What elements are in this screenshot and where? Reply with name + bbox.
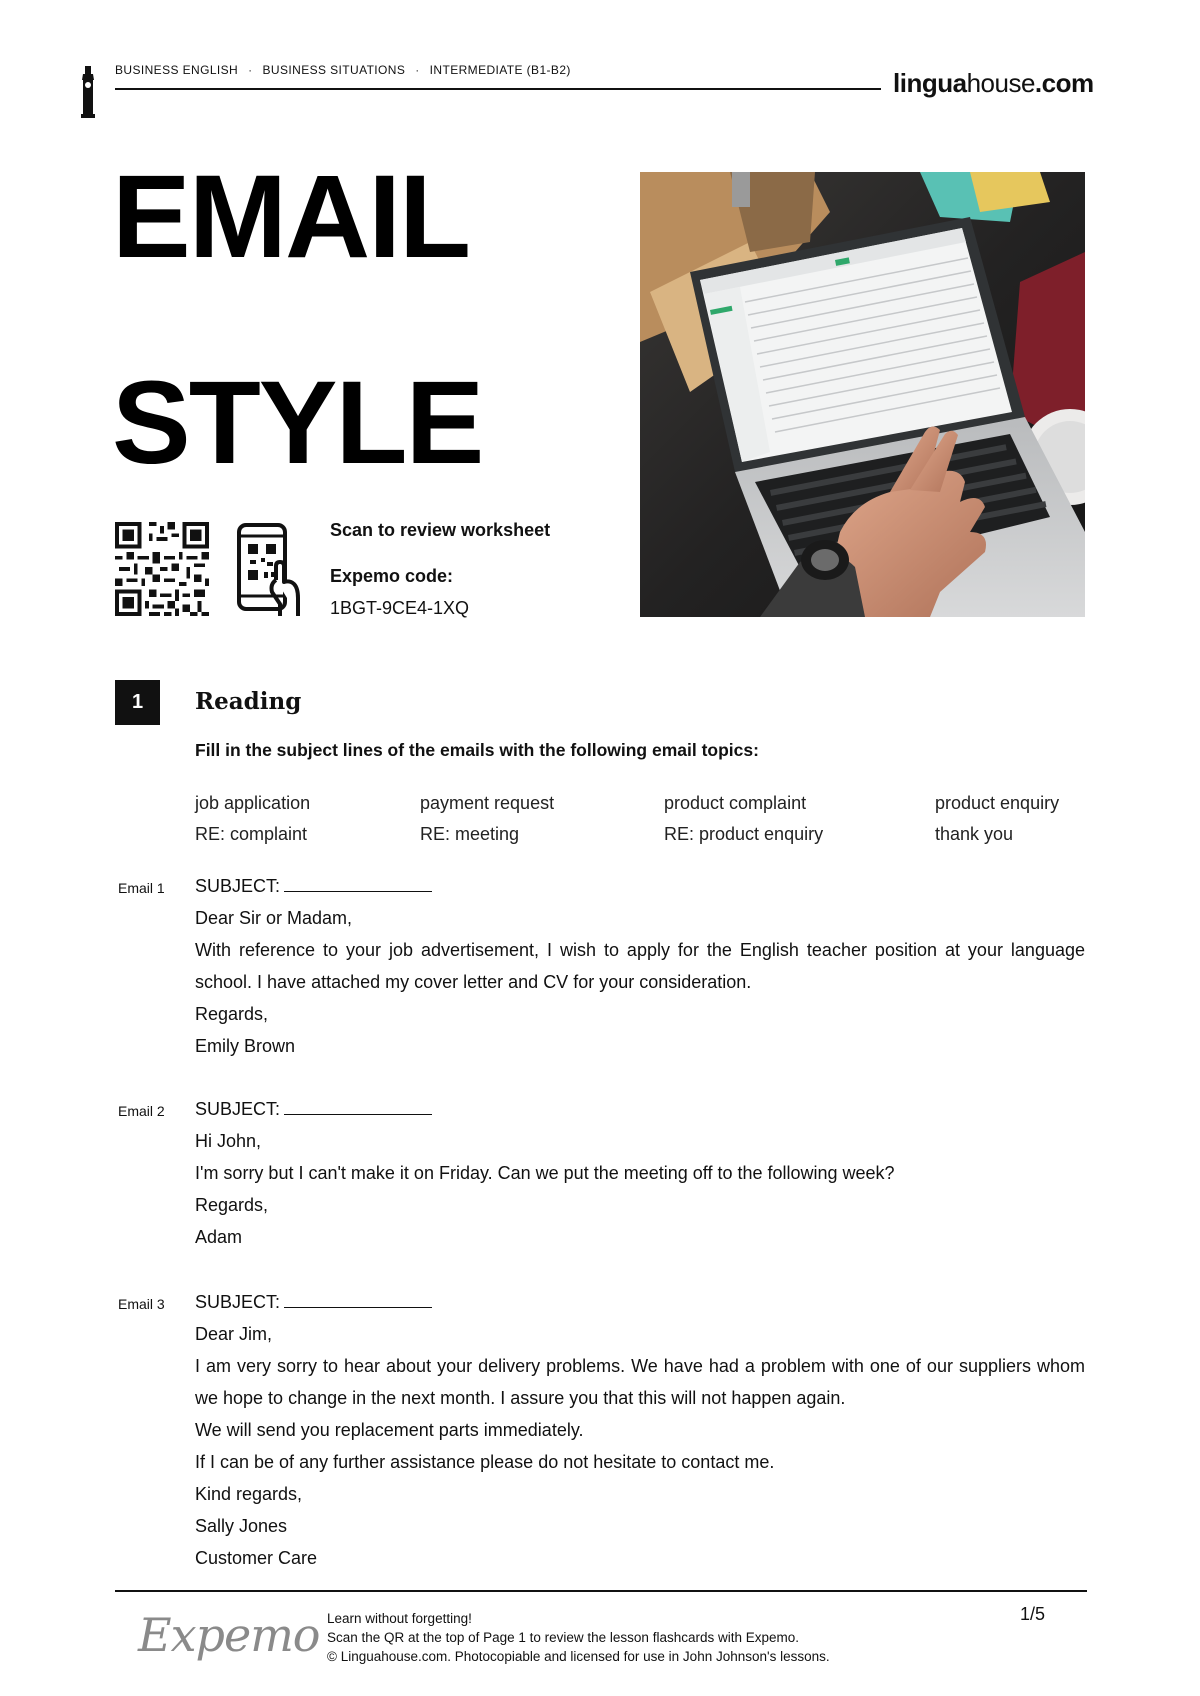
email-line: Kind regards, xyxy=(195,1484,303,1504)
section-instruction: Fill in the subject lines of the emails with the following email topics: xyxy=(195,740,759,760)
brand-light-part: house xyxy=(966,68,1035,98)
email-line: Regards, xyxy=(195,1195,269,1215)
section-title: Reading xyxy=(195,688,302,715)
footer-line: Scan the QR at the top of Page 1 to review the lesson flashcards with Expemo. xyxy=(327,1630,800,1645)
email-block xyxy=(195,1093,1085,1253)
email-block xyxy=(195,1286,1085,1574)
expemo-code: 1BGT-9CE4-1XQ xyxy=(330,598,470,618)
breadcrumb-separator: · xyxy=(415,63,420,77)
email-line: Customer Care xyxy=(195,1548,318,1568)
topic-item: product complaint xyxy=(664,793,807,813)
topic-item: payment request xyxy=(420,793,555,813)
email-line: I'm sorry but I can't make it on Friday. Can we put the meeting off to the following week? xyxy=(195,1163,895,1183)
phone-scan-icon xyxy=(236,522,302,618)
breadcrumb-item: BUSINESS ENGLISH xyxy=(115,63,239,77)
email-line: Regards, xyxy=(195,1004,269,1024)
scan-instruction: Scan to review worksheet xyxy=(330,520,551,540)
email-subject-line xyxy=(195,1093,1085,1125)
breadcrumb-item: BUSINESS SITUATIONS xyxy=(262,63,406,77)
breadcrumb xyxy=(115,63,571,77)
email-line: I am very sorry to hear about your delivery problems. We have had a problem with one of our suppliers whom we hope to change in the next month. I assure you that this will not happen again. xyxy=(195,1356,1085,1408)
subject-blank[interactable] xyxy=(284,1100,432,1115)
subject-label: SUBJECT: xyxy=(195,876,281,896)
page-number: 1/5 xyxy=(1020,1604,1046,1624)
footer-text xyxy=(327,1609,830,1666)
topic-item: RE: meeting xyxy=(420,824,520,844)
email-line: Dear Sir or Madam, xyxy=(195,908,353,928)
email-line: Emily Brown xyxy=(195,1036,296,1056)
page-title-line-2: STYLE xyxy=(112,357,483,489)
topic-item: product enquiry xyxy=(935,793,1060,813)
footer-rule xyxy=(115,1590,1087,1592)
email-subject-line xyxy=(195,870,1085,902)
email-line: Sally Jones xyxy=(195,1516,288,1536)
subject-label: SUBJECT: xyxy=(195,1099,281,1119)
topic-item: RE: product enquiry xyxy=(664,824,824,844)
topic-item: job application xyxy=(195,793,311,813)
email-line: We will send you replacement parts immediately. xyxy=(195,1420,584,1440)
footer-line: Learn without forgetting! xyxy=(327,1611,472,1626)
email-subject-line xyxy=(195,1286,1085,1318)
email-line: If I can be of any further assistance please do not hesitate to contact me. xyxy=(195,1452,775,1472)
laptop-photo xyxy=(640,172,1085,617)
section-number: 1 xyxy=(115,680,160,725)
topic-item: RE: complaint xyxy=(195,824,308,844)
email-block xyxy=(195,870,1085,1062)
email-line: Adam xyxy=(195,1227,243,1247)
brand-logo[interactable] xyxy=(893,68,1094,99)
header-rule xyxy=(115,88,881,90)
big-ben-tower-icon xyxy=(80,66,96,118)
qr-code-icon[interactable] xyxy=(115,522,209,616)
brand-bold-part: lingua xyxy=(893,68,967,98)
expemo-code-label: Expemo code: xyxy=(330,566,454,586)
email-label: Email 3 xyxy=(118,1296,165,1312)
email-label: Email 1 xyxy=(118,880,165,896)
expemo-logo: Expemo xyxy=(138,1608,320,1662)
subject-blank[interactable] xyxy=(284,1293,432,1308)
footer-line: © Linguahouse.com. Photocopiable and licensed for use in John Johnson's lessons. xyxy=(327,1649,830,1664)
breadcrumb-item: INTERMEDIATE (B1-B2) xyxy=(429,63,571,77)
email-label: Email 2 xyxy=(118,1103,165,1119)
subject-label: SUBJECT: xyxy=(195,1292,281,1312)
brand-suffix: .com xyxy=(1034,68,1094,98)
breadcrumb-separator: · xyxy=(248,63,253,77)
email-line: Hi John, xyxy=(195,1131,262,1151)
subject-blank[interactable] xyxy=(284,877,432,892)
page-title-line-1: EMAIL xyxy=(112,151,470,283)
email-line: Dear Jim, xyxy=(195,1324,273,1344)
topic-item: thank you xyxy=(935,824,1014,844)
email-line: With reference to your job advertisement, I wish to apply for the English teacher position at your language school. I have attached my cover letter and CV for your consideration. xyxy=(195,940,1085,992)
